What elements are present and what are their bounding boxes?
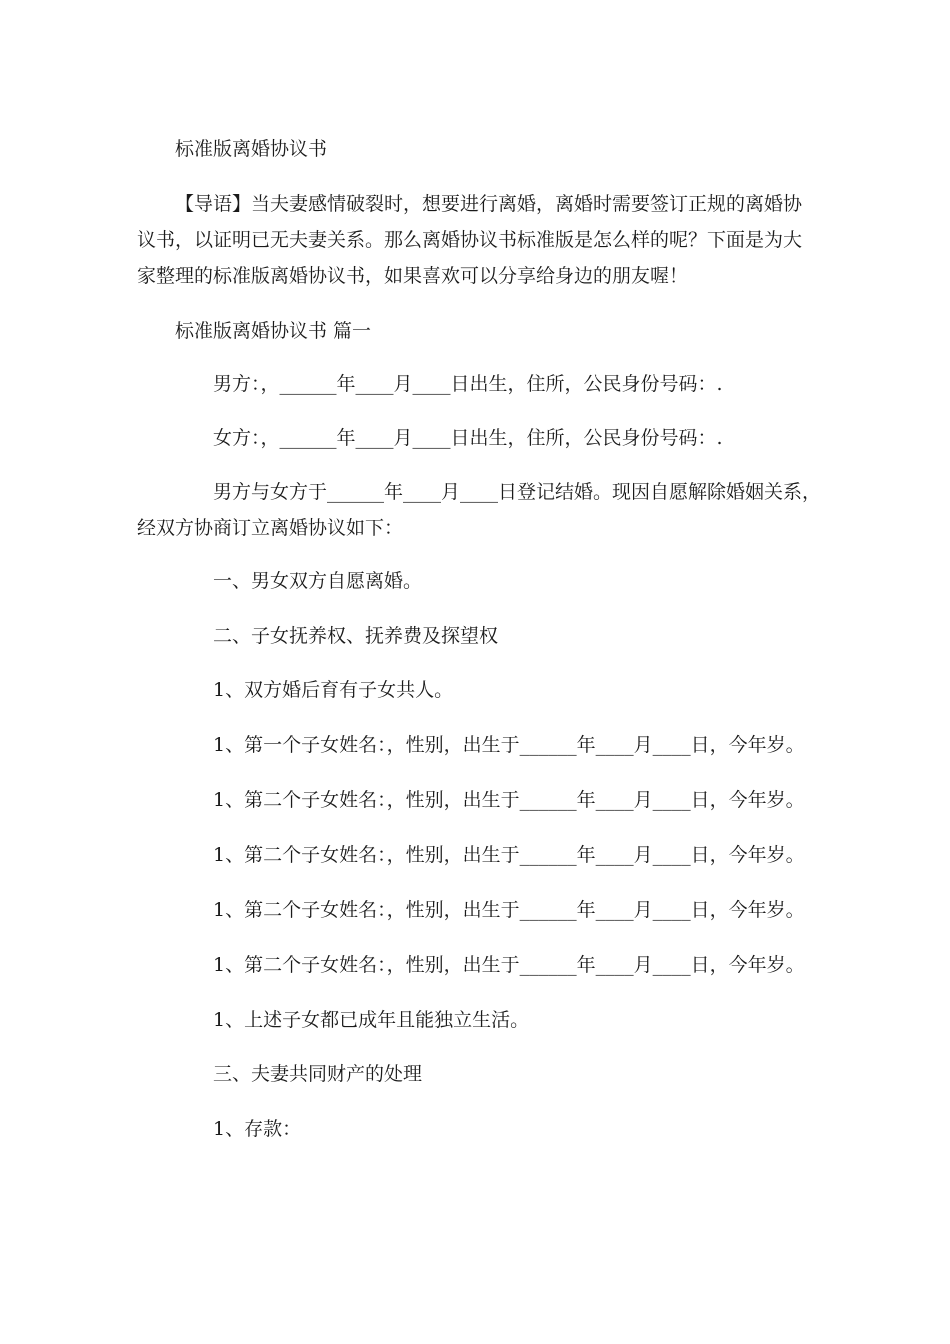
- child-first: 1、第一个子女姓名：，性别，出生于______年____月____日，今年岁。: [213, 734, 805, 756]
- intro-line-2: 议书，以证明已无夫妻关系。那么离婚协议书标准版是怎么样的呢？下面是为大: [137, 229, 803, 251]
- deposit: 1、存款：: [213, 1118, 302, 1140]
- marriage-line-2: 经双方协商订立离婚协议如下：: [137, 517, 404, 539]
- marriage-line-1: 男方与女方于______年____月____日登记结婚。现因自愿解除婚姻关系，: [213, 481, 822, 503]
- clause-3: 三、夫妻共同财产的处理: [213, 1063, 423, 1085]
- clause-1: 一、男女双方自愿离婚。: [213, 570, 423, 592]
- children-count: 1、双方婚后育有子女共人。: [213, 679, 454, 701]
- child-second-2: 1、第二个子女姓名：，性别，出生于______年____月____日，今年岁。: [213, 844, 805, 866]
- child-second-3: 1、第二个子女姓名：，性别，出生于______年____月____日，今年岁。: [213, 899, 805, 921]
- child-second-1: 1、第二个子女姓名：，性别，出生于______年____月____日，今年岁。: [213, 789, 805, 811]
- intro-line-3: 家整理的标准版离婚协议书，如果喜欢可以分享给身边的朋友喔！: [137, 265, 689, 287]
- child-second-4: 1、第二个子女姓名：，性别，出生于______年____月____日，今年岁。: [213, 954, 805, 976]
- female-party-line: 女方：，______年____月____日出生，住所，公民身份号码：.: [213, 427, 723, 449]
- intro-line-1: 【导语】当夫妻感情破裂时，想要进行离婚，离婚时需要签订正规的离婚协: [175, 193, 803, 215]
- section-title: 标准版离婚协议书 篇一: [175, 320, 372, 342]
- document-title: 标准版离婚协议书: [175, 138, 328, 160]
- clause-2: 二、子女抚养权、抚养费及探望权: [213, 625, 499, 647]
- children-adult: 1、上述子女都已成年且能独立生活。: [213, 1009, 530, 1031]
- male-party-line: 男方：，______年____月____日出生，住所，公民身份号码：.: [213, 373, 723, 395]
